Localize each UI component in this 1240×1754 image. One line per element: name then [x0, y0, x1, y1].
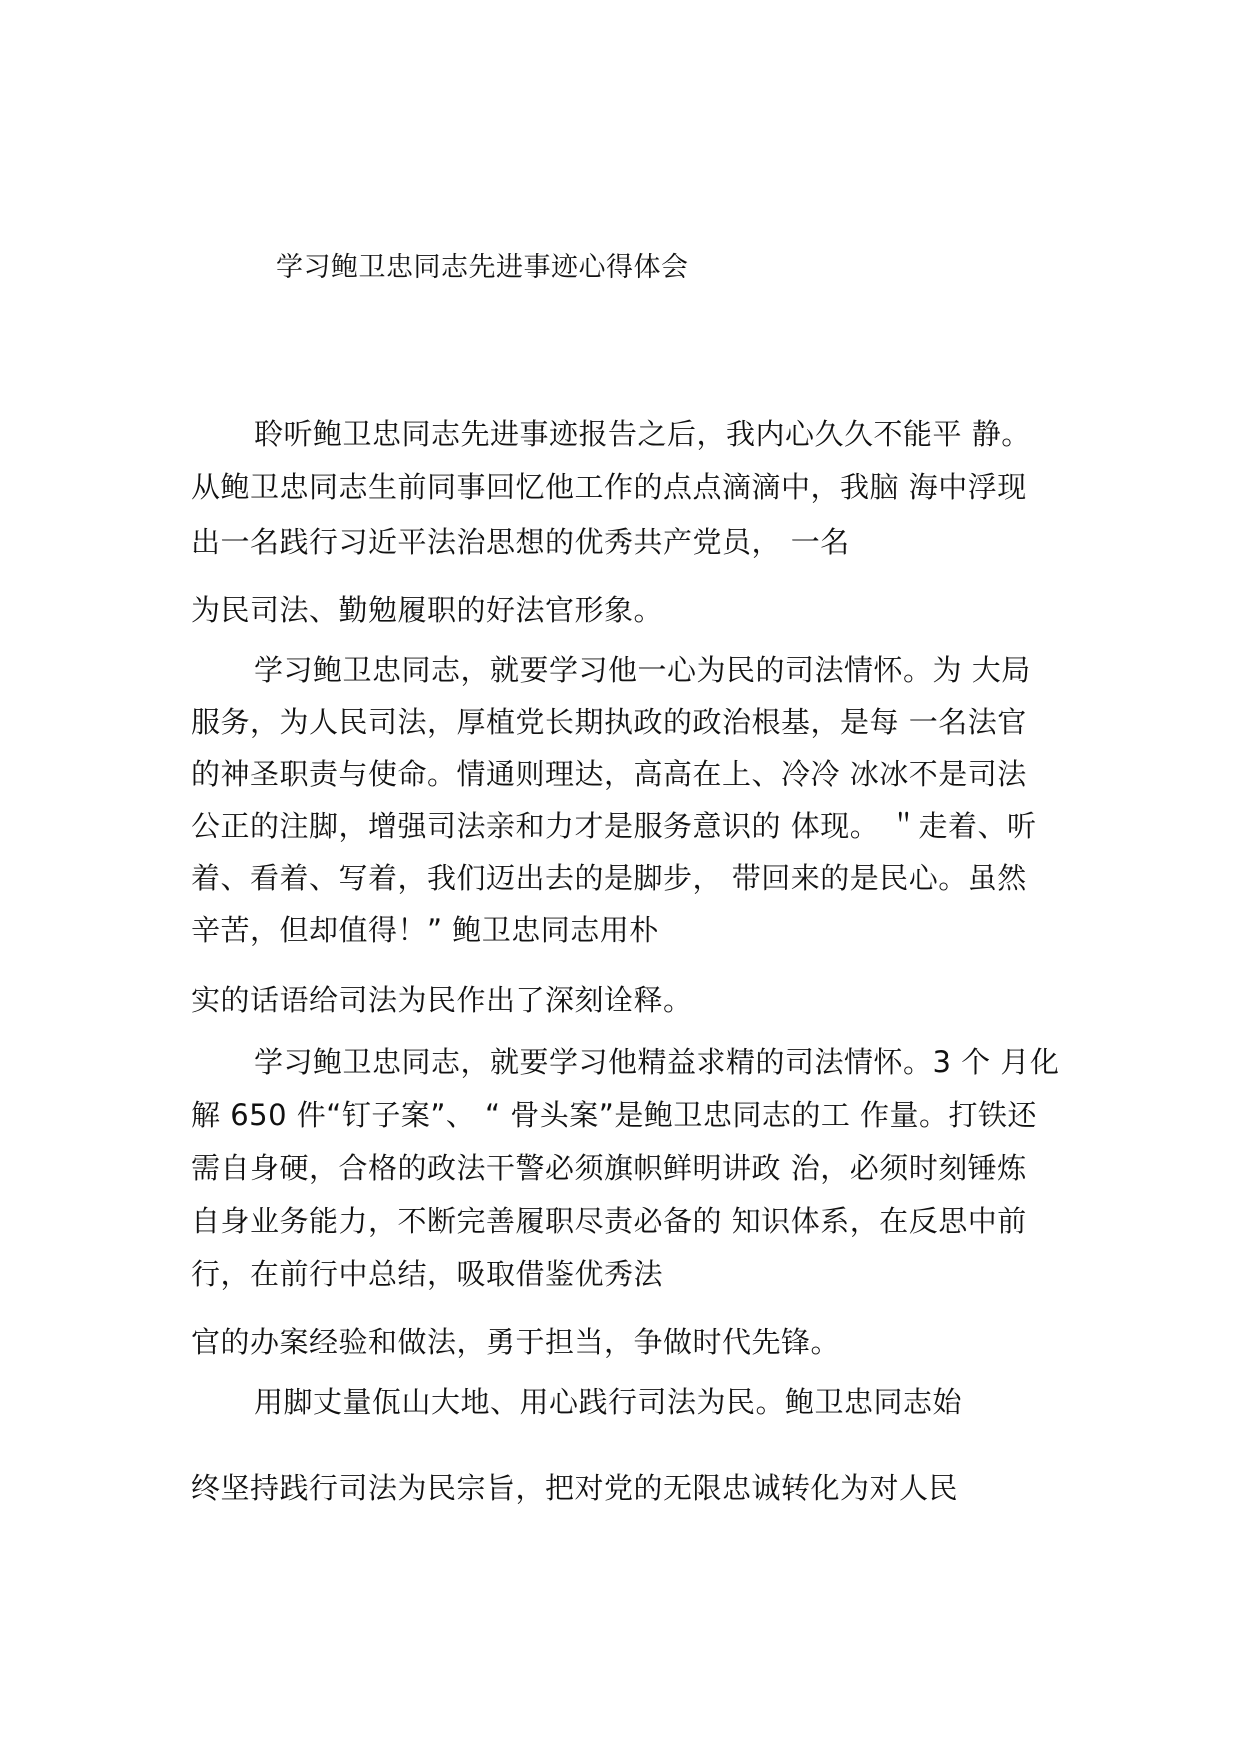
paragraph-2-line-6: 辛苦，但却值得！” 鲍卫忠同志用朴 — [191, 913, 659, 947]
paragraph-2-line-4: 公正的注脚，增强司法亲和力才是服务意识的 体现。 ＂走着、听 — [191, 809, 1037, 843]
paragraph-2-line-1: 学习鲍卫忠同志，就要学习他一心为民的司法情怀。为 大局 — [254, 653, 1031, 687]
paragraph-3-line-4: 自身业务能力，不断完善履职尽责必备的 知识体系，在反思中前 — [191, 1204, 1027, 1238]
paragraph-2-line-2: 服务，为人民司法，厚植党长期执政的政治根基，是每 一名法官 — [191, 705, 1027, 739]
document-title: 学习鲍卫忠同志先进事迹心得体会 — [276, 252, 689, 283]
paragraph-1-line-1: 聆听鲍卫忠同志先进事迹报告之后，我内心久久不能平 静。 — [254, 417, 1031, 451]
paragraph-3-line-5: 行，在前行中总结，吸取借鉴优秀法 — [191, 1257, 664, 1291]
paragraph-3-line-6: 官的办案经验和做法，勇于担当，争做时代先锋。 — [191, 1325, 841, 1359]
paragraph-3-line-3: 需自身硬，合格的政法干警必须旗帜鲜明讲政 治，必须时刻锤炼 — [191, 1151, 1027, 1185]
paragraph-4-line-2: 终坚持践行司法为民宗旨，把对党的无限忠诚转化为对人民 — [191, 1471, 959, 1505]
paragraph-1-line-2: 从鲍卫忠同志生前同事回忆他工作的点点滴滴中，我脑 海中浮现 — [191, 470, 1027, 504]
paragraph-2-line-5: 着、看着、写着，我们迈出去的是脚步， 带回来的是民心。虽然 — [191, 861, 1027, 895]
paragraph-1-line-3: 出一名践行习近平法治思想的优秀共产党员， 一名 — [191, 525, 850, 559]
paragraph-4-line-1: 用脚丈量佤山大地、用心践行司法为民。鲍卫忠同志始 — [254, 1385, 963, 1419]
paragraph-3-line-2: 解 650 件“钉子案”、 “ 骨头案”是鲍卫忠同志的工 作量。打铁还 — [191, 1098, 1038, 1132]
paragraph-3-line-1: 学习鲍卫忠同志，就要学习他精益求精的司法情怀。3 个 月化 — [254, 1045, 1060, 1079]
paragraph-2-line-3: 的神圣职责与使命。情通则理达，高高在上、冷冷 冰冰不是司法 — [191, 757, 1027, 791]
paragraph-1-line-4: 为民司法、勤勉履职的好法官形象。 — [191, 593, 664, 627]
paragraph-2-line-7: 实的话语给司法为民作出了深刻诠释。 — [191, 983, 693, 1017]
